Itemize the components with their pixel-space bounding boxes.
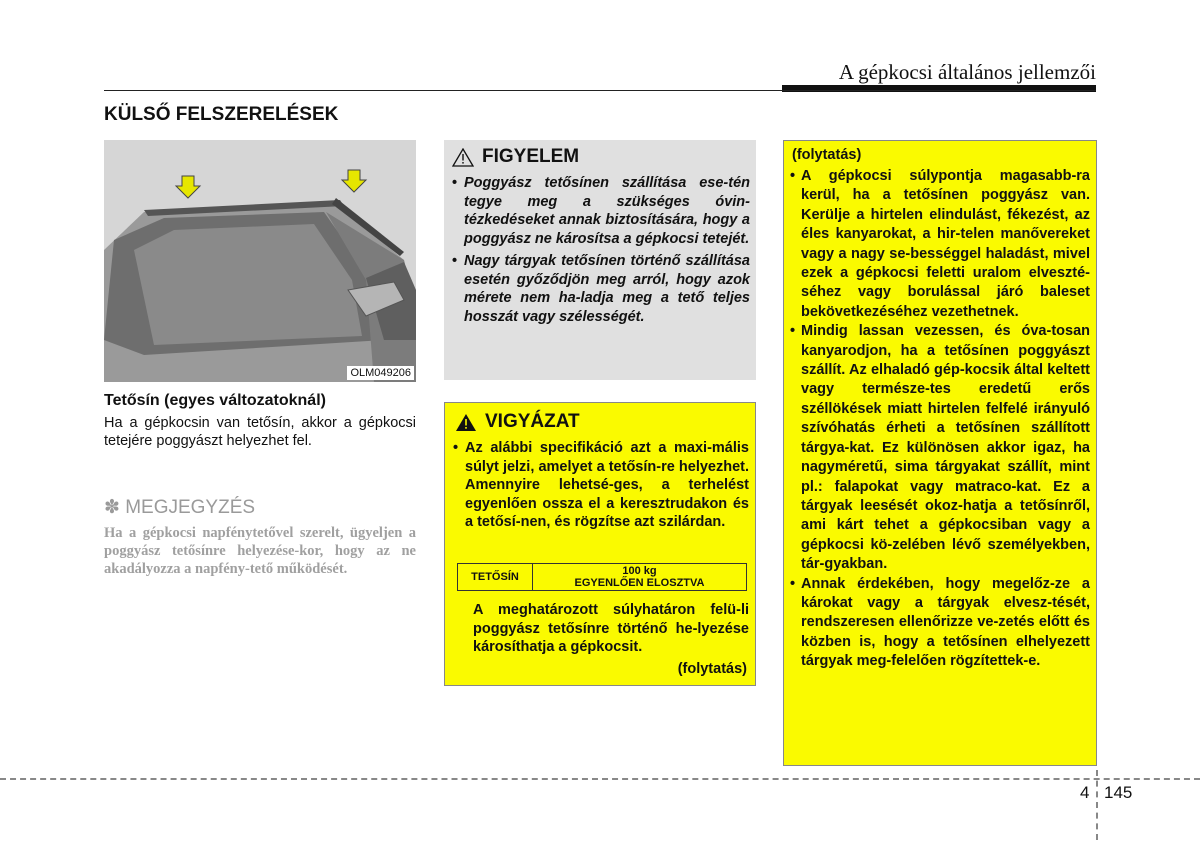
spec-label: TETŐSÍN [458,564,533,591]
page-header-title: A gépkocsi általános jellemzői [838,60,1096,84]
list-item: • Nagy tárgyak tetősínen történő szállítása esetén győződjön meg arról, hogy azok mérete nem ha-ladja meg a tető teljes hosszát vagy szélességét. [452,253,750,325]
continued-bullets [790,167,1090,672]
continued-caution-box [783,140,1097,766]
vigyazat-header [455,411,580,433]
page-number: 145 [1104,783,1133,802]
header-rule [104,90,1096,91]
continued-label: (folytatás) [792,147,862,163]
spec-value: 100 kg EGYENLŐEN ELOSZTVA [533,564,747,591]
list-item: • A gépkocsi súlypontja magasabb-ra kerül, ha a tetősínen poggyász van. Kerülje a hirtelen elindulást, fékezést, az éles kanyarokat, a hir-telen manővereket vagy a nagy se-bességgel haladást, mivel ezek a gépkocsi feletti uralom elveszté-séhez vagy borulással járó baleset bekövetkezéséhez vezethetnek. [790,168,1090,320]
figyelem-bullets [452,174,750,330]
section-title: KÜLSŐ FELSZERELÉSEK [104,104,339,125]
figyelem-title: FIGYELEM [482,146,580,167]
footer-vertical-divider [1096,770,1098,840]
list-item: • Poggyász tetősínen szállítása ese-tén tegye meg a szükséges óvin-tézkedéseket annak biztosítására, hogy a poggyász ne károsítsa a gépkocsi tetejét. [452,175,750,247]
note-title [104,496,255,519]
load-spec-table [457,563,747,591]
roof-rack-photo [104,140,416,382]
vigyazat-title: VIGYÁZAT [485,411,580,432]
chapter-number: 4 [1080,783,1090,802]
table-row [458,564,747,591]
roof-rack-text: Ha a gépkocsin van tetősín, akkor a gépkocsi tetejére poggyászt helyezhet fel. [104,415,416,449]
car-roof-illustration [104,140,416,382]
roof-rack-heading: Tetősín (egyes változatoknál) [104,392,326,409]
note-text: Ha a gépkocsi napfénytetővel szerelt, ügyeljen a poggyász tetősínre helyezése-kor, hogy az ne akadályozza a napfény-tető működését. [104,525,416,577]
vigyazat-after-text: A meghatározott súlyhatáron felü-li poggyász tetősínre történő he-lyezése károsíthatja a gépkocsit. [473,602,749,655]
warning-triangle-outline-icon [452,148,474,167]
footer-divider [0,778,1200,780]
list-item: • Az alábbi specifikáció azt a maxi-mális súlyt jelzi, amelyet a tetősín-re helyezhet. Amennyire lehetsé-ges, a terhelést egyenlően ossza el a keresztrudakon és a tetősí-nen, és rögzítse azt szilárdan. [453,440,749,530]
figyelem-box [444,140,756,380]
warning-triangle-filled-icon [455,413,477,432]
photo-code-label: OLM049206 [347,366,414,380]
figyelem-header [452,146,579,168]
vigyazat-continued: (folytatás) [677,661,747,677]
note-symbol-icon: ✽ [104,497,120,518]
list-item: • Mindig lassan vezessen, és óva-tosan kanyarodjon, ha a tetősínen poggyászt szállít. Az elhaladó gép-kocsik által keltett vagy természe-tes eredetű erős széllökések miatt hirtelen felfelé irányuló szívóhatás érheti a tetősínen szállított tárgya-kat. Ez különösen akkor igaz, ha nagyméretű, sima tárgyakat szállít, mint pl.: falapokat vagy matraco-kat. Ez a tárgyak leesését okoz-hatja a tetősínről, ami kárt tehet a gépkocsiban vagy a gépkocsi kö-zelében lévő személyekben, tár-gyakban. [790,323,1090,573]
vigyazat-box [444,402,756,686]
list-item: • Annak érdekében, hogy megelőz-ze a károkat vagy a tárgyak elvesz-tését, rendszeresen ellenőrizze ve-zetés előtt és közben is, hogy a tetősínen elhelyezett tárgyak meg-felelően rögzítettek-e. [790,575,1090,670]
note-title-text: MEGJEGYZÉS [125,497,256,518]
